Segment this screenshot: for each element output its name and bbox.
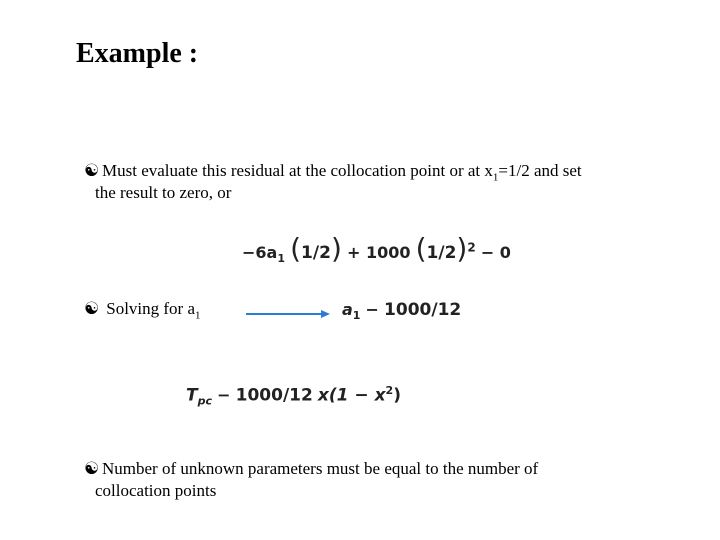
bullet-residual-text-1: Must evaluate this residual at the collocation point or at x <box>102 161 493 180</box>
temperature-equation: $T_{pc} - 1000/12$ $x(1 - x^2)$ <box>186 384 401 408</box>
eq1-plus: + 1000 <box>346 243 411 262</box>
a1-equation: $a_1 - 1000/12$ <box>342 300 462 323</box>
eq3-lhs-sub: pc <box>197 394 213 408</box>
bullet-unknowns <box>84 458 538 479</box>
eq3-num: 1000 <box>235 385 283 406</box>
yin-yang-icon: ☯ <box>84 161 100 180</box>
eq1-num: 1 <box>301 243 313 263</box>
eq1-exp: 2 <box>467 240 476 255</box>
bullet-solving-sub: 1 <box>195 309 201 322</box>
bullet-unknowns-line2: collocation points <box>95 481 217 500</box>
bullet-unknowns-text-1: Number of unknown parameters must be equal to the number of <box>102 459 539 478</box>
slide-title: Example : <box>76 38 199 69</box>
bullet-residual-text-2: =1/2 and set <box>498 161 582 180</box>
eq3-exp: 2 <box>385 384 394 397</box>
eq3-den: 12 <box>289 385 313 406</box>
eq1-coef: −6a <box>242 243 278 262</box>
eq2-den: 12 <box>437 300 462 320</box>
eq1-den2: 2 <box>444 243 457 263</box>
bullet-residual-sub: 1 <box>492 171 499 184</box>
eq3-rest: x(1 − x <box>317 385 386 406</box>
bullet-solving <box>84 298 201 326</box>
yin-yang-icon: ☯ <box>84 459 100 478</box>
bullet-residual-line2: the result to zero, or <box>95 183 232 202</box>
residual-equation: $-6a_1$ (1/2) + 1000 $(1/2)^2 - 0$ <box>242 232 511 266</box>
eq1-coef-sub: 1 <box>277 252 285 266</box>
eq2-lhs-sub: 1 <box>352 309 361 323</box>
eq2-num: 1000 <box>384 300 432 320</box>
yin-yang-icon: ☯ <box>84 299 100 318</box>
eq2-minus: − <box>365 300 379 319</box>
right-arrow-icon <box>246 308 330 320</box>
eq1-den: 2 <box>319 243 331 263</box>
eq1-num2: 1 <box>426 243 439 263</box>
eq3-close: ) <box>393 385 401 406</box>
bullet-solving-text: Solving for a <box>106 299 196 318</box>
eq3-lhs: T <box>186 385 198 406</box>
eq2-lhs: a <box>342 300 353 319</box>
eq3-minus: − <box>217 385 231 405</box>
eq1-rhs: − 0 <box>480 243 511 262</box>
